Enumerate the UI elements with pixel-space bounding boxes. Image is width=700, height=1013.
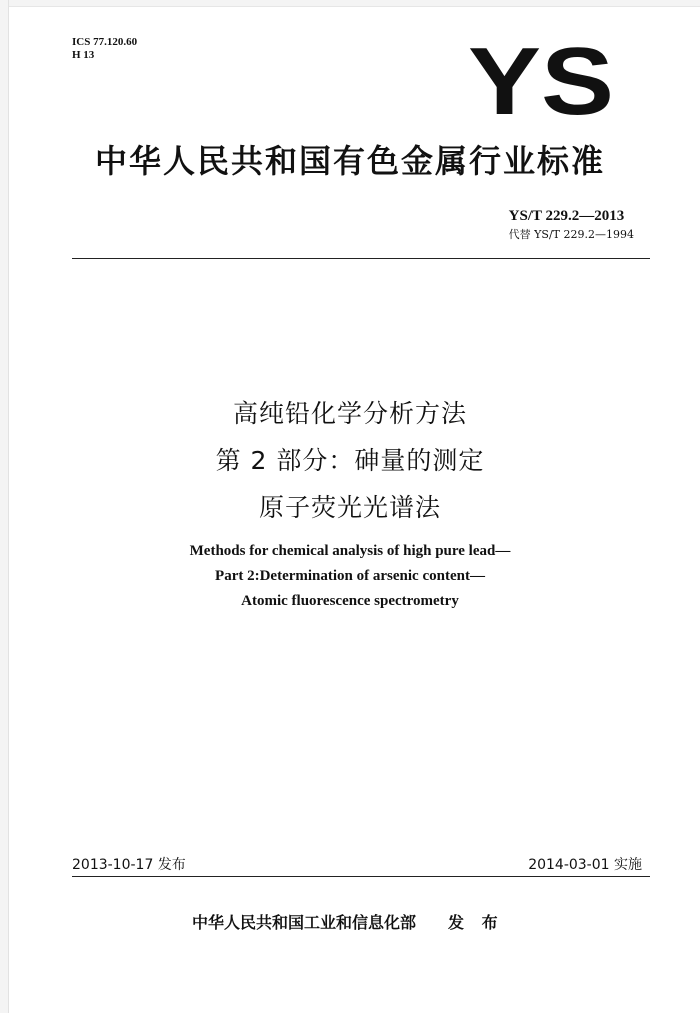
replaced-standard: 代替 YS/T 229.2—1994 bbox=[508, 228, 634, 241]
scan-edge-top bbox=[0, 0, 700, 7]
english-title-line-3: Atomic fluorescence spectrometry bbox=[241, 593, 459, 609]
publisher-line bbox=[192, 910, 504, 933]
english-title-line-1: Methods for chemical analysis of high pure lead— bbox=[189, 543, 511, 559]
chinese-title-line-2: 第 2 部分：砷量的测定 bbox=[215, 446, 485, 475]
header-divider bbox=[72, 258, 650, 259]
implementation-date: 2014-03-01 实施 bbox=[528, 857, 642, 873]
chinese-title-line-3: 原子荧光光谱法 bbox=[258, 493, 441, 522]
issue-date: 2013-10-17 发布 bbox=[72, 857, 186, 873]
publisher-label: 发 布 bbox=[448, 913, 504, 932]
ys-logo bbox=[466, 38, 616, 118]
english-title-line-2: Part 2:Determination of arsenic content— bbox=[215, 568, 485, 584]
footer-divider bbox=[72, 876, 650, 877]
chinese-title-line-1: 高纯铅化学分析方法 bbox=[232, 399, 467, 428]
publisher-name: 中华人民共和国工业和信息化部 bbox=[192, 913, 417, 932]
ccs-code: H 13 bbox=[72, 49, 95, 61]
ics-code: ICS 77.120.60 bbox=[72, 36, 138, 48]
classification-codes bbox=[72, 36, 137, 62]
ys-logo-text: YS bbox=[468, 38, 614, 118]
standard-number-block bbox=[509, 208, 634, 242]
standard-category-title: 中华人民共和国有色金属行业标准 bbox=[94, 142, 605, 180]
standard-number: YS/T 229.2—2013 bbox=[508, 208, 625, 224]
